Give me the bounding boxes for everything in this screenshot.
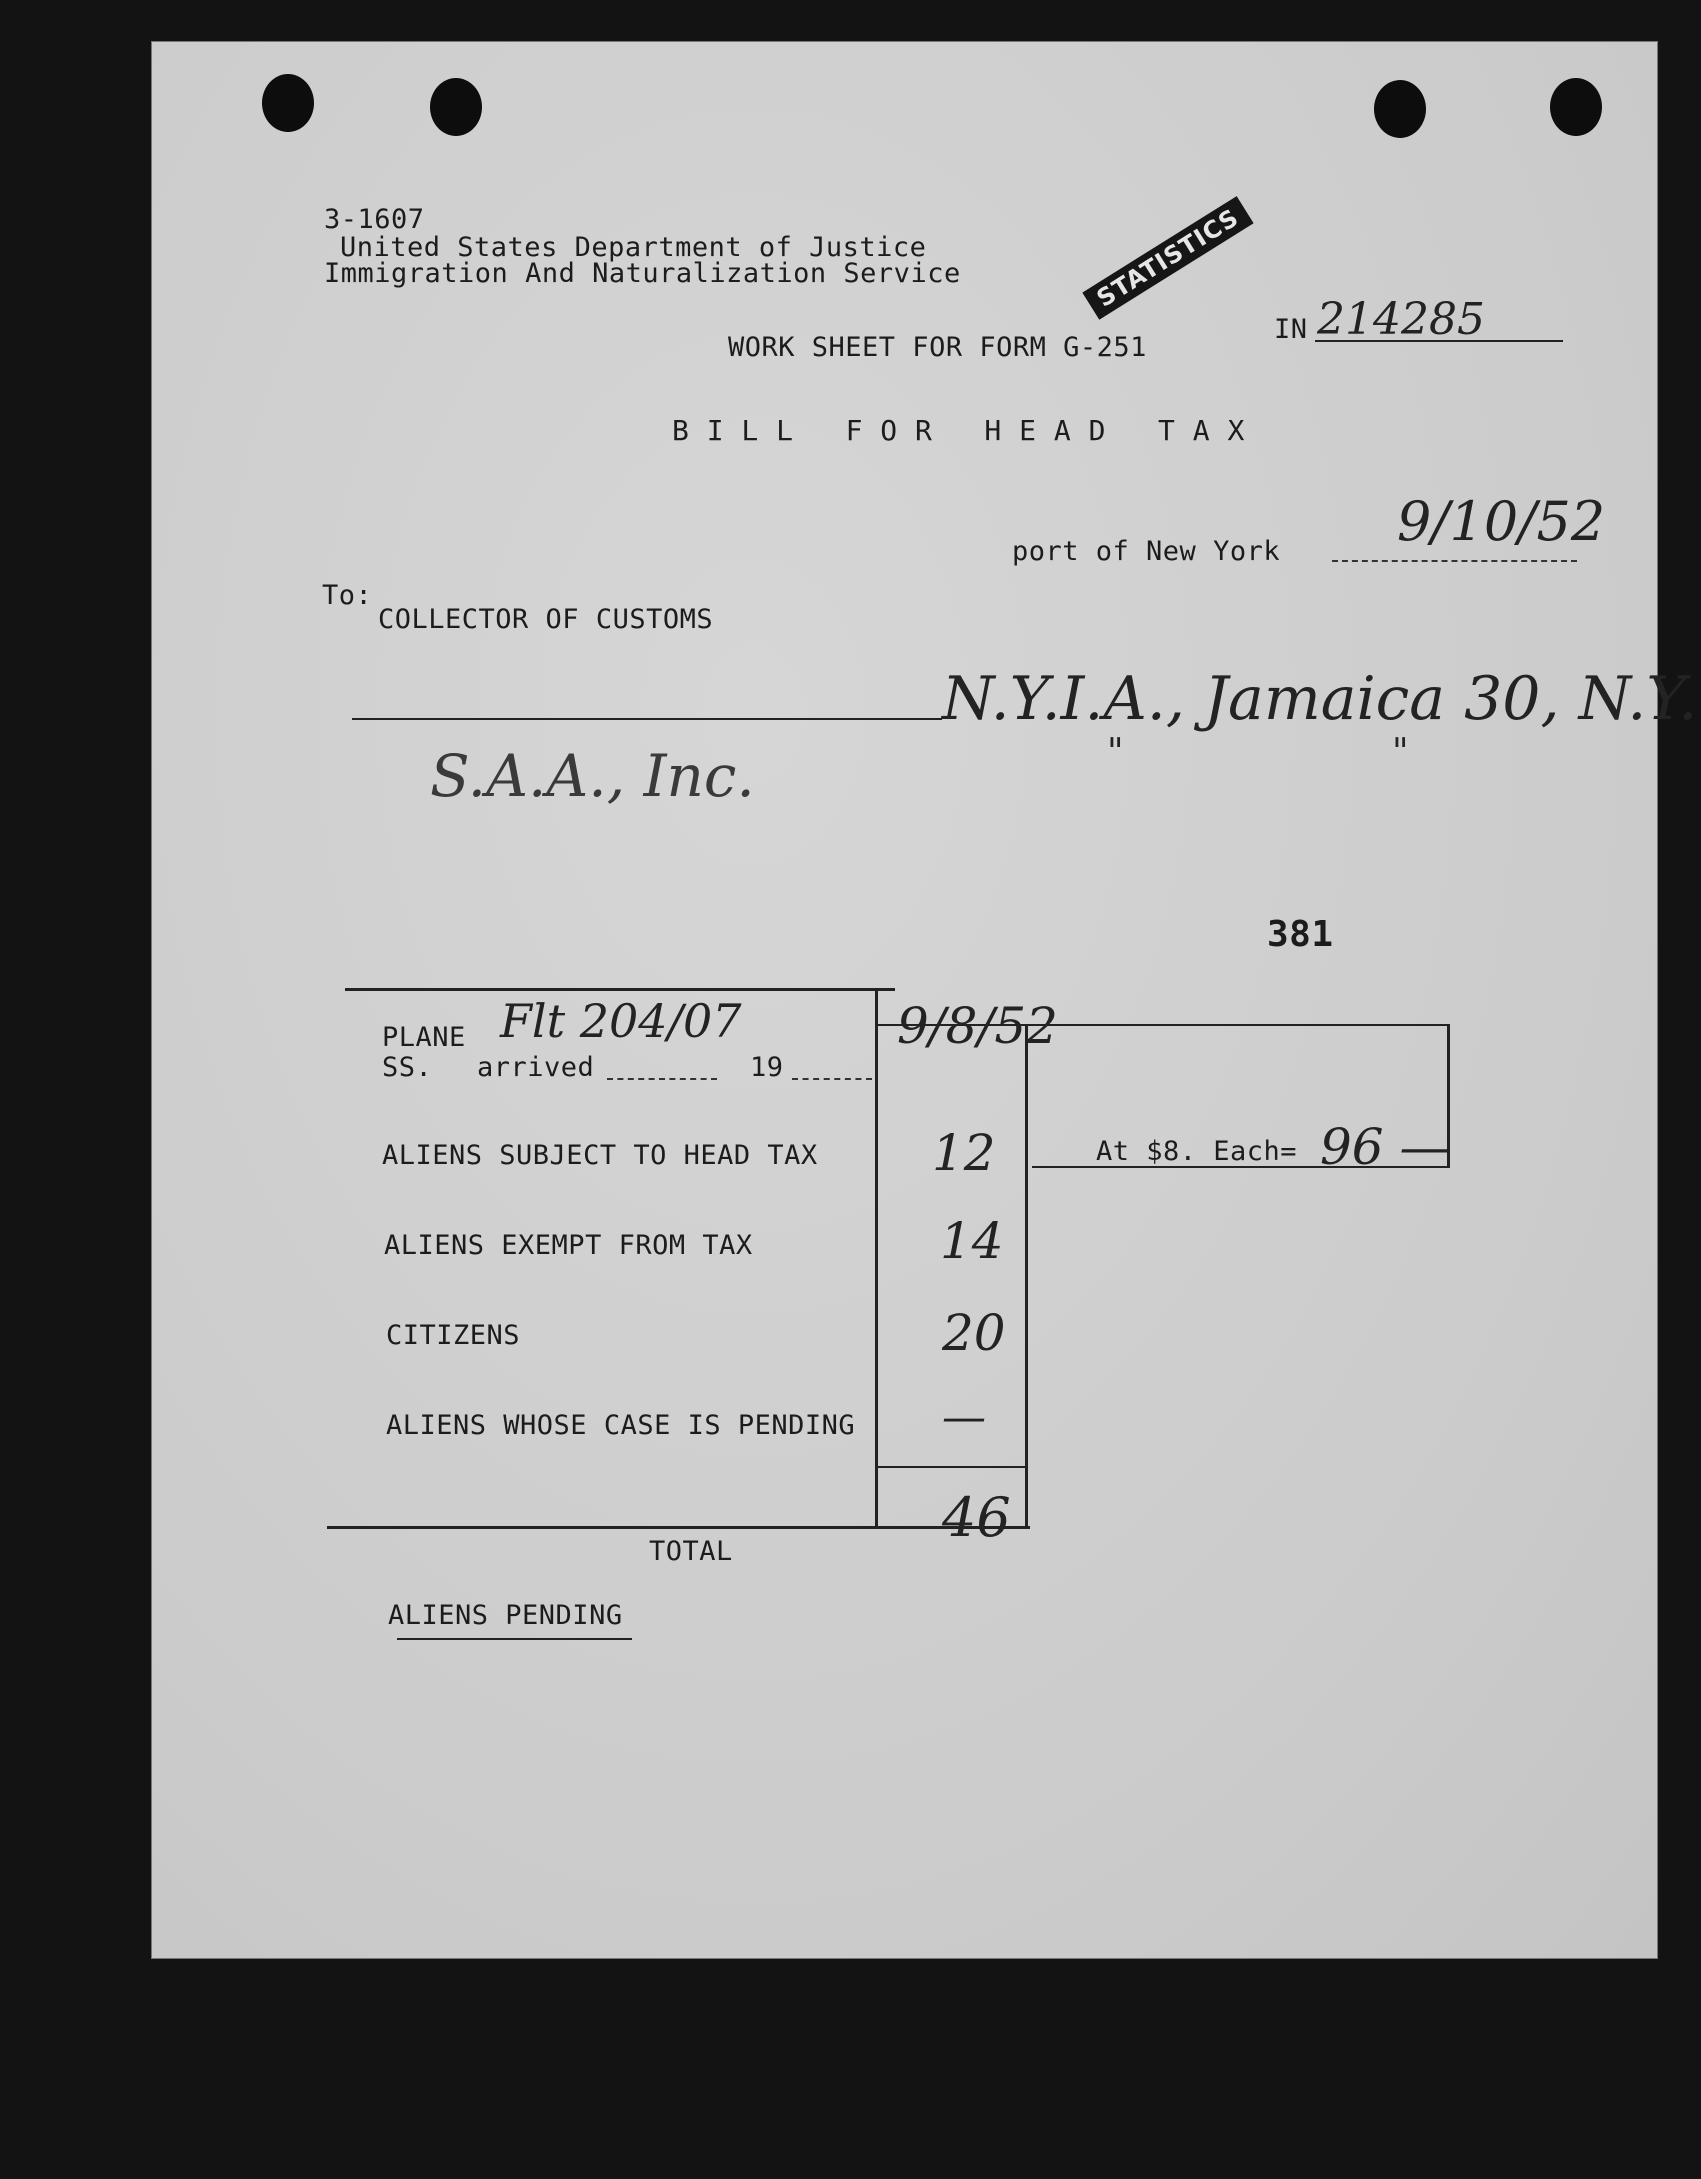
worksheet-title: WORK SHEET FOR FORM G-251	[728, 332, 1147, 363]
form-number: 3-1607	[324, 204, 425, 235]
arrival-date: 9/8/52	[897, 997, 1058, 1055]
plane-label: PLANE	[382, 1022, 466, 1053]
date-line	[1332, 560, 1577, 562]
service-name: Immigration And Naturalization Service	[324, 258, 961, 289]
arrived-label: arrived	[477, 1052, 595, 1083]
department-name: United States Department of Justice	[340, 232, 927, 263]
address-line	[352, 718, 942, 720]
bill-title: B I L L F O R H E A D T A X	[672, 414, 1245, 447]
row-value-exempt-from-tax: 14	[940, 1212, 1004, 1270]
punch-hole-icon	[1550, 78, 1602, 136]
in-number-underline	[1315, 340, 1563, 342]
table-column-divider-left	[875, 988, 878, 1526]
punch-hole-icon	[262, 74, 314, 132]
year-line	[792, 1078, 872, 1080]
page-number: 381	[1267, 914, 1334, 955]
company-name: S.A.A., Inc.	[430, 742, 755, 810]
plane-flight-number: Flt 204/07	[500, 994, 742, 1048]
row-label-citizens: CITIZENS	[386, 1320, 521, 1351]
row-value-citizens: 20	[942, 1304, 1006, 1362]
row-label-subject-to-tax: ALIENS SUBJECT TO HEAD TAX	[382, 1140, 818, 1171]
in-number: 214285	[1317, 294, 1485, 345]
in-label: IN	[1274, 314, 1308, 345]
row-label-exempt-from-tax: ALIENS EXEMPT FROM TAX	[384, 1230, 753, 1261]
aliens-pending-heading: ALIENS PENDING	[388, 1600, 623, 1631]
total-separator	[875, 1466, 1028, 1468]
table-column-divider-right	[1025, 1024, 1028, 1526]
punch-hole-icon	[430, 78, 482, 136]
row-value-subject-to-tax: 12	[932, 1124, 996, 1182]
handwritten-address: N.Y.I.A., Jamaica 30, N.Y.	[942, 664, 1698, 734]
port-label: port of New York	[1012, 536, 1281, 567]
rate-label: At $8. Each=	[1096, 1136, 1298, 1167]
year-label: 19	[750, 1052, 784, 1083]
aliens-pending-underline	[397, 1638, 632, 1640]
punch-hole-icon	[1374, 80, 1426, 138]
row-label-aliens-pending-case: ALIENS WHOSE CASE IS PENDING	[386, 1410, 856, 1441]
table-bottom-border	[327, 1526, 1030, 1529]
row-value-aliens-pending-case: —	[942, 1392, 986, 1443]
ss-label: SS.	[382, 1052, 433, 1083]
collector-of-customs: COLLECTOR OF CUSTOMS	[378, 604, 714, 635]
rate-amount: 96 —	[1320, 1118, 1450, 1176]
ditto-mark-2: "	[1392, 732, 1409, 773]
ditto-mark-1: "	[1107, 732, 1124, 773]
bill-date: 9/10/52	[1397, 490, 1606, 553]
document-sheet	[152, 42, 1698, 1958]
total-value: 46	[942, 1486, 1011, 1549]
arrived-line	[607, 1078, 717, 1080]
total-label: TOTAL	[649, 1536, 733, 1567]
statistics-stamp: STATISTICS	[1082, 196, 1253, 319]
table-top-border	[345, 988, 895, 991]
to-label: To:	[322, 580, 373, 611]
